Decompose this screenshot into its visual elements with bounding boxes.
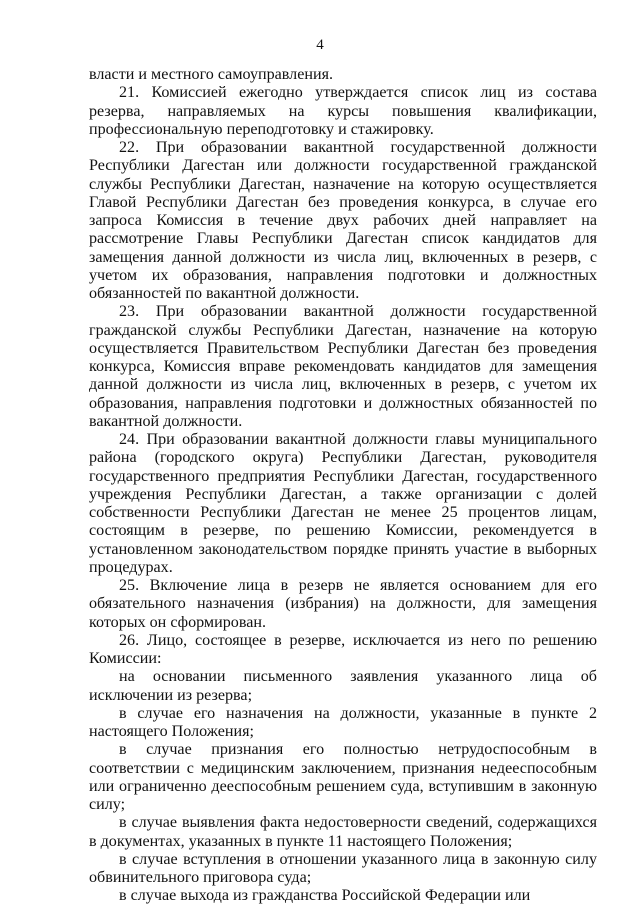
document-body	[89, 66, 597, 906]
list-item-appointment: в случае его назначения на должности, указанные в пункте 2 настоящего Положения;	[89, 704, 597, 740]
page-number: 4	[316, 37, 324, 53]
paragraph-25: 25. Включение лица в резерв не является основанием для его обязательного назначения (избрания) на должности, для замещения которых он сформирован.	[89, 577, 597, 631]
list-item-written-request: на основании письменного заявления указанного лица об исключении из резерва;	[89, 668, 597, 704]
paragraph-22: 22. При образовании вакантной государственной должности Республики Дагестан или должности государственной гражданской службы Республики Дагестан, назначение на которую осуществляется Главой Республики Дагестан без проведения конкурса, в случае его запроса Комиссия в течение двух рабочих дней направляет на рассмотрение Главы Республики Дагестан список кандидатов для замещения данной должности из числа лиц, включенных в резерв, с учетом их образования, направления подготовки и должностных обязанностей по вакантной должности.	[89, 139, 597, 302]
paragraph-continuation: власти и местного самоуправления.	[89, 66, 334, 83]
list-item-false-information: в случае выявления факта недостоверности сведений, содержащихся в документах, указанных в пункте 11 настоящего Положения;	[89, 814, 597, 850]
paragraph-21: 21. Комиссией ежегодно утверждается список лиц из состава резерва, направляемых на курсы повышения квалификации, профессиональную переподготовку и стажировку.	[89, 84, 597, 138]
list-item-incapacity: в случае признания его полностью нетрудоспособным в соответствии с медицинским заключением, признания недееспособным или ограниченно дееспособным решением суда, вступившим в законную силу;	[89, 741, 597, 813]
paragraph-26: 26. Лицо, состоящее в резерве, исключается из него по решению Комиссии:	[89, 631, 597, 667]
list-item-conviction: в случае вступления в отношении указанного лица в законную силу обвинительного приговора суда;	[89, 850, 597, 886]
list-item-citizenship: в случае выхода из гражданства Российской Федерации или	[119, 887, 531, 905]
paragraph-23: 23. При образовании вакантной должности государственной гражданской службы Республики Дагестан, назначение на которую осуществляется Правительством Республики Дагестан без проведения конкурса, Комиссия вправе рекомендовать кандидатов для замещения данной должности из числа лиц, включенных в резерв, с учетом их образования, направления подготовки и должностных обязанностей по вакантной должности.	[89, 303, 597, 430]
paragraph-24: 24. При образовании вакантной должности главы муниципального района (городского округа) Республики Дагестан, руководителя государственного предприятия Республики Дагестан, государственного учреждения Республики Дагестан, а также организации с долей собственности Республики Дагестан не менее 25 процентов лицам, состоящим в резерве, по решению Комиссии, рекомендуется в установленном законодательством порядке принять участие в выборных процедурах.	[89, 431, 597, 576]
